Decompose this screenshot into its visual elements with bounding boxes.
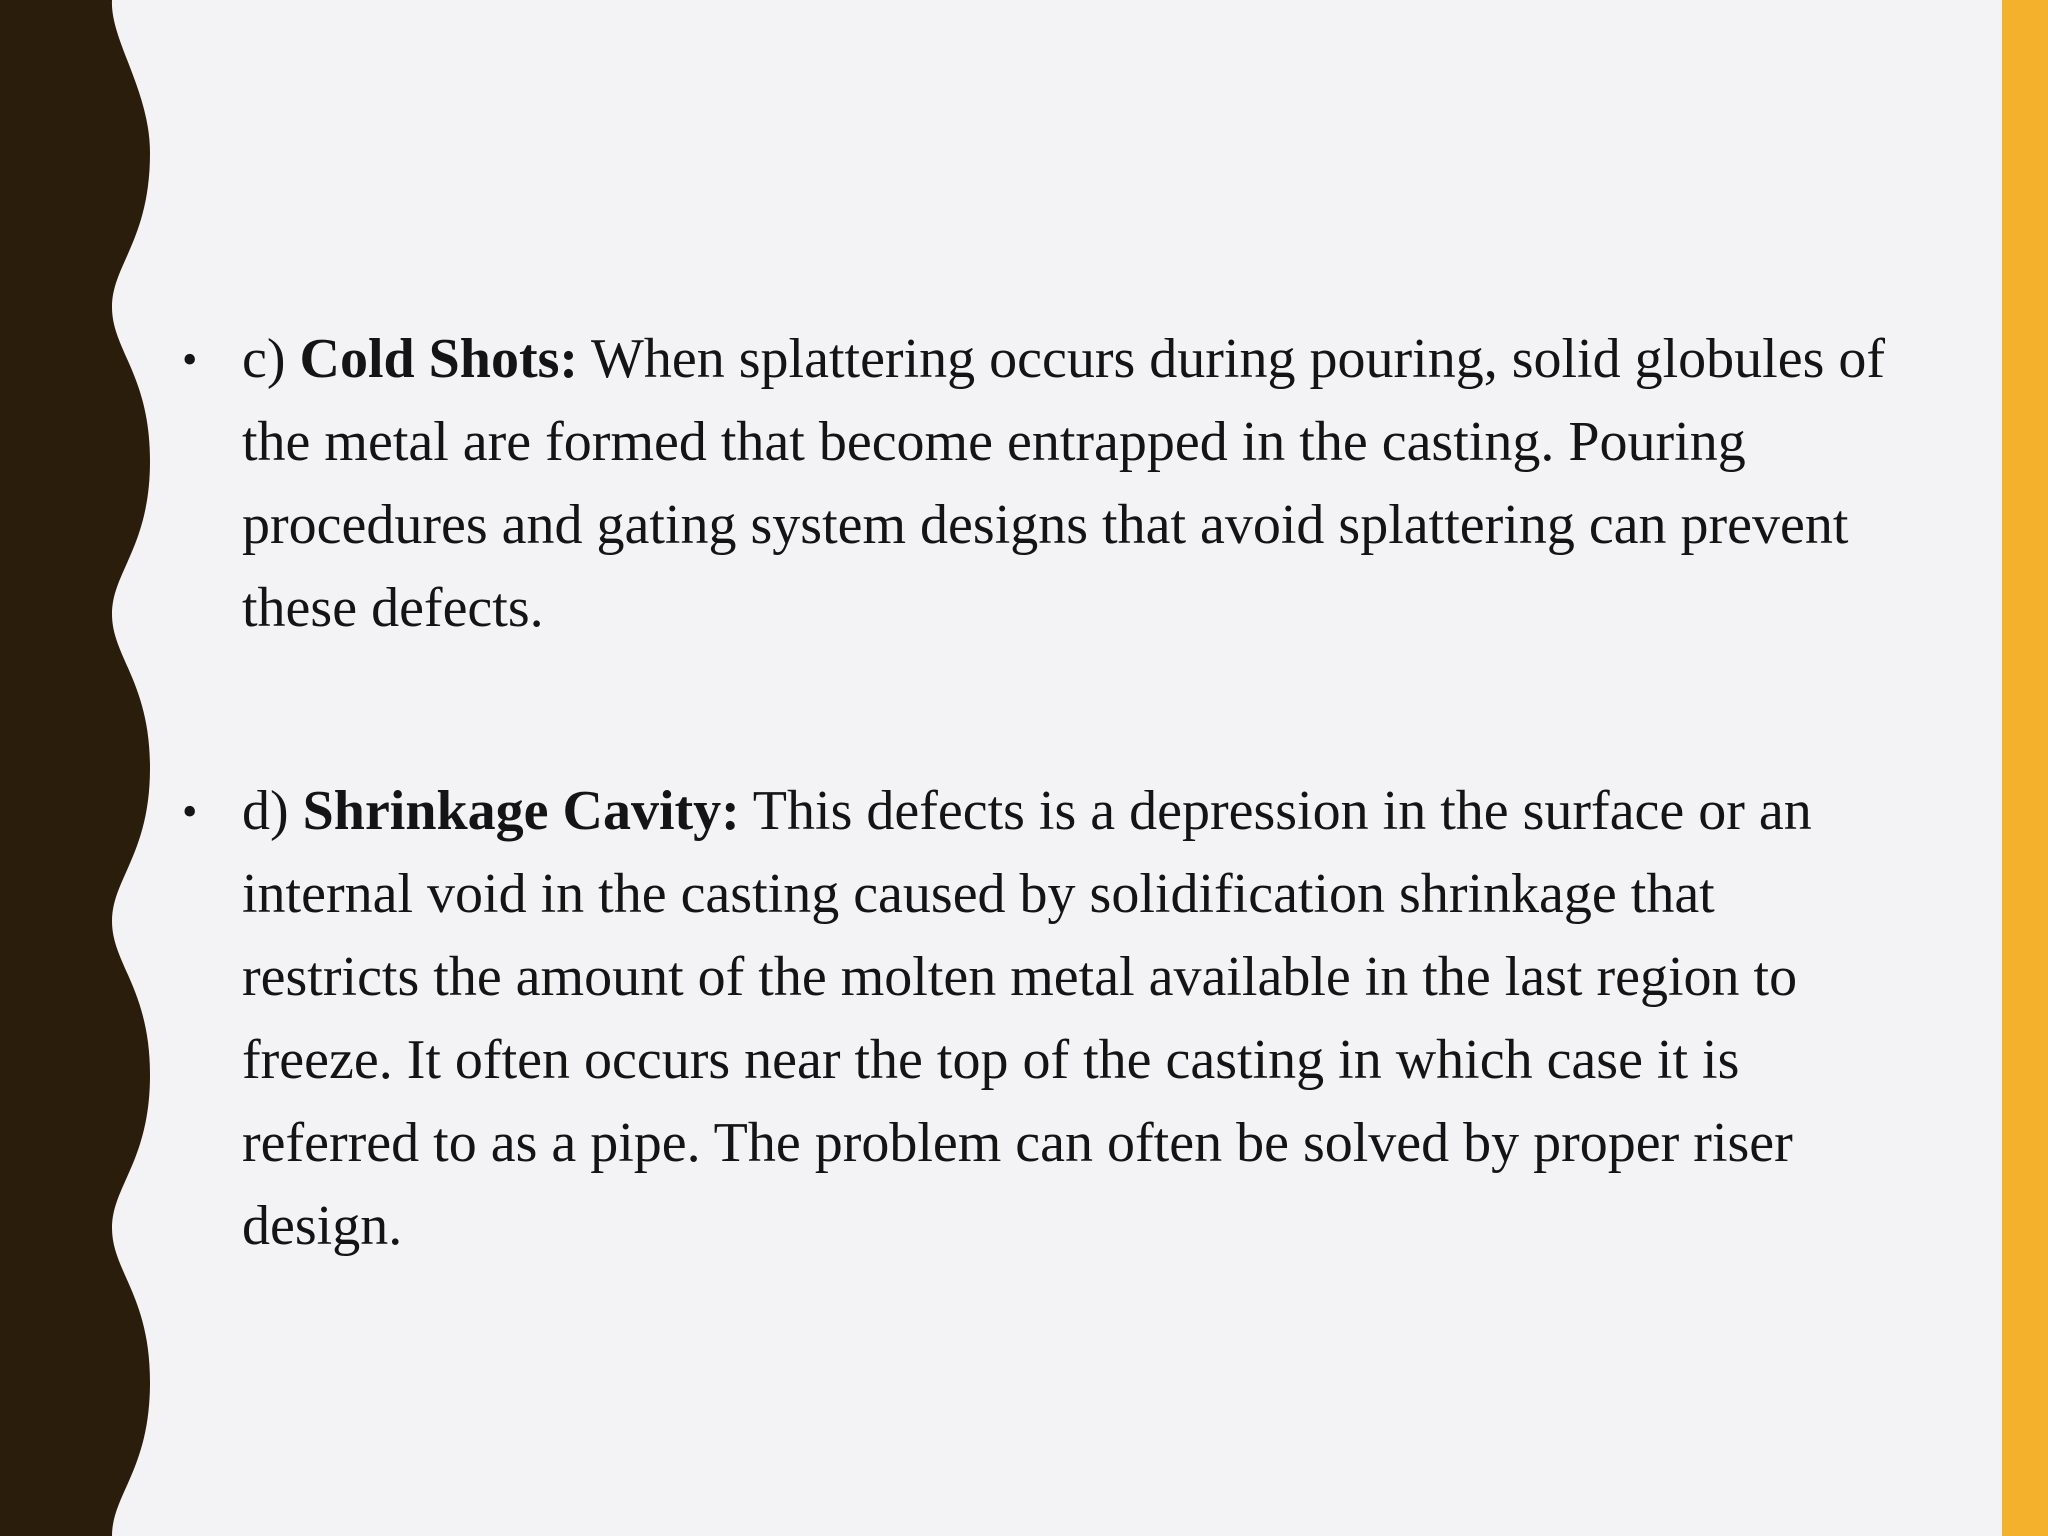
bullet-body: This defects is a depression in the surface or an internal void in the casting caused by solidification shrinkage that restricts the amount of the molten metal available in the last region to freeze. It often occurs near the top of the casting in which case it is referred to as a pipe. The problem can often be solved by proper riser design. bbox=[242, 780, 1812, 1257]
bullet-term: Shrinkage Cavity: bbox=[302, 780, 740, 842]
bullet-shrinkage-cavity bbox=[182, 770, 1902, 1268]
bullet-term: Cold Shots: bbox=[299, 328, 579, 390]
right-accent-bar bbox=[2002, 0, 2048, 1536]
bullet-prefix: d) bbox=[242, 780, 303, 842]
bullet-body: When splattering occurs during pouring, solid globules of the metal are formed that become entrapped in the casting. Pouring procedures and gating system designs that avoid splattering can prevent these defects. bbox=[242, 328, 1886, 639]
bullet-prefix: c) bbox=[242, 328, 300, 390]
bullet-cold-shots bbox=[182, 318, 1902, 650]
bullet-dot: • bbox=[182, 787, 198, 836]
wavy-left-band bbox=[0, 0, 170, 1536]
slide-content bbox=[182, 318, 1902, 1268]
bullet-dot: • bbox=[182, 335, 198, 384]
